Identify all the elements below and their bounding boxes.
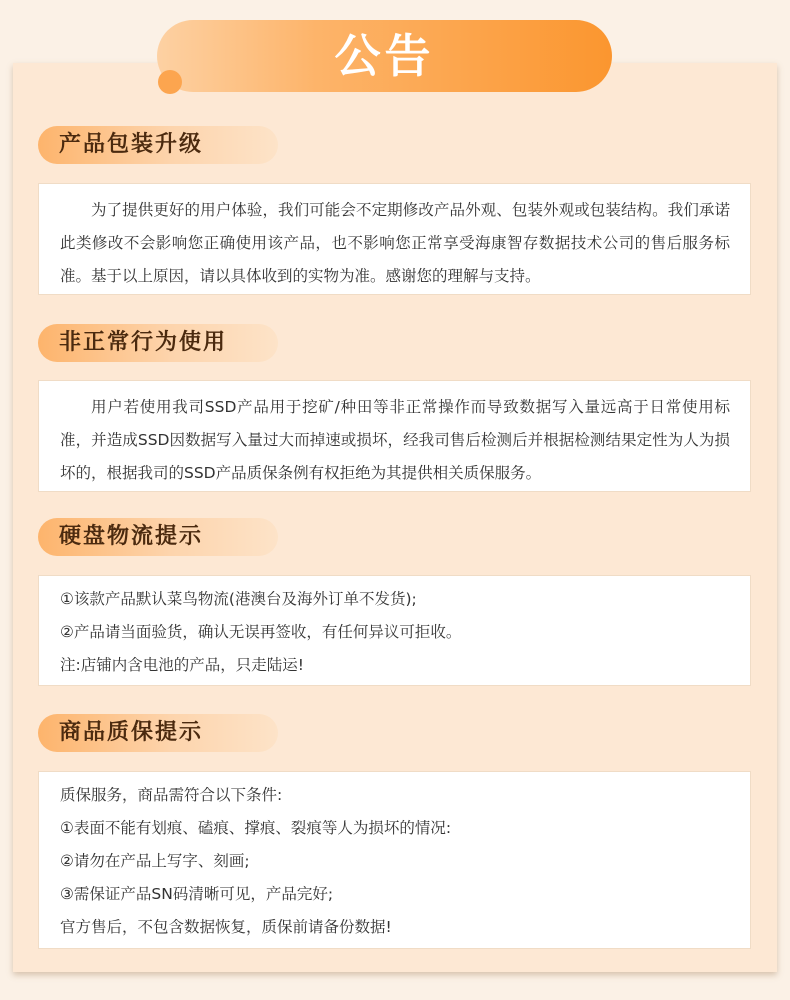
list-item: 质保服务，商品需符合以下条件: bbox=[60, 786, 283, 804]
list-item: ①表面不能有划痕、磕痕、撑痕、裂痕等人为损坏的情况: bbox=[60, 819, 452, 837]
list-item: ①该款产品默认菜鸟物流(港澳台及海外订单不发货); bbox=[60, 590, 417, 608]
list-item: ②产品请当面验货，确认无误再签收，有任何异议可拒收。 bbox=[60, 623, 462, 641]
section-body-warranty bbox=[38, 771, 751, 949]
section-heading-text: 产品包装升级 bbox=[59, 132, 204, 157]
section-heading-abnormal-use bbox=[38, 324, 278, 362]
list-item: 官方售后，不包含数据恢复，质保前请备份数据! bbox=[60, 918, 392, 936]
list-item: ③需保证产品SN码清晰可见，产品完好; bbox=[60, 885, 334, 903]
section-body-abnormal-use bbox=[38, 380, 751, 492]
section-body-logistics bbox=[38, 575, 751, 686]
section-heading-text: 商品质保提示 bbox=[59, 720, 204, 745]
page-title: 公告 bbox=[334, 29, 435, 83]
section-paragraph: 为了提供更好的用户体验，我们可能会不定期修改产品外观、包装外观或包装结构。我们承诺此类修改不会影响您正确使用该产品，也不影响您正常享受海康智存数据技术公司的售后服务标准。基于以上原因，请以具体收到的实物为准。感谢您的理解与支持。 bbox=[60, 201, 730, 285]
section-heading-logistics bbox=[38, 518, 278, 556]
section-heading-packaging bbox=[38, 126, 278, 164]
section-body-packaging bbox=[38, 183, 751, 295]
section-heading-text: 硬盘物流提示 bbox=[59, 524, 204, 549]
list-item: 注:店铺内含电池的产品，只走陆运! bbox=[60, 656, 304, 674]
section-heading-text: 非正常行为使用 bbox=[59, 330, 228, 355]
section-heading-warranty bbox=[38, 714, 278, 752]
section-paragraph: 用户若使用我司SSD产品用于挖矿/种田等非正常操作而导致数据写入量远高于日常使用标准，并造成SSD因数据写入量过大而掉速或损坏，经我司售后检测后并根据检测结果定性为人为损坏的，根据我司的SSD产品质保条例有权拒绝为其提供相关质保服务。 bbox=[60, 398, 730, 482]
list-item: ②请勿在产品上写字、刻画; bbox=[60, 852, 250, 870]
